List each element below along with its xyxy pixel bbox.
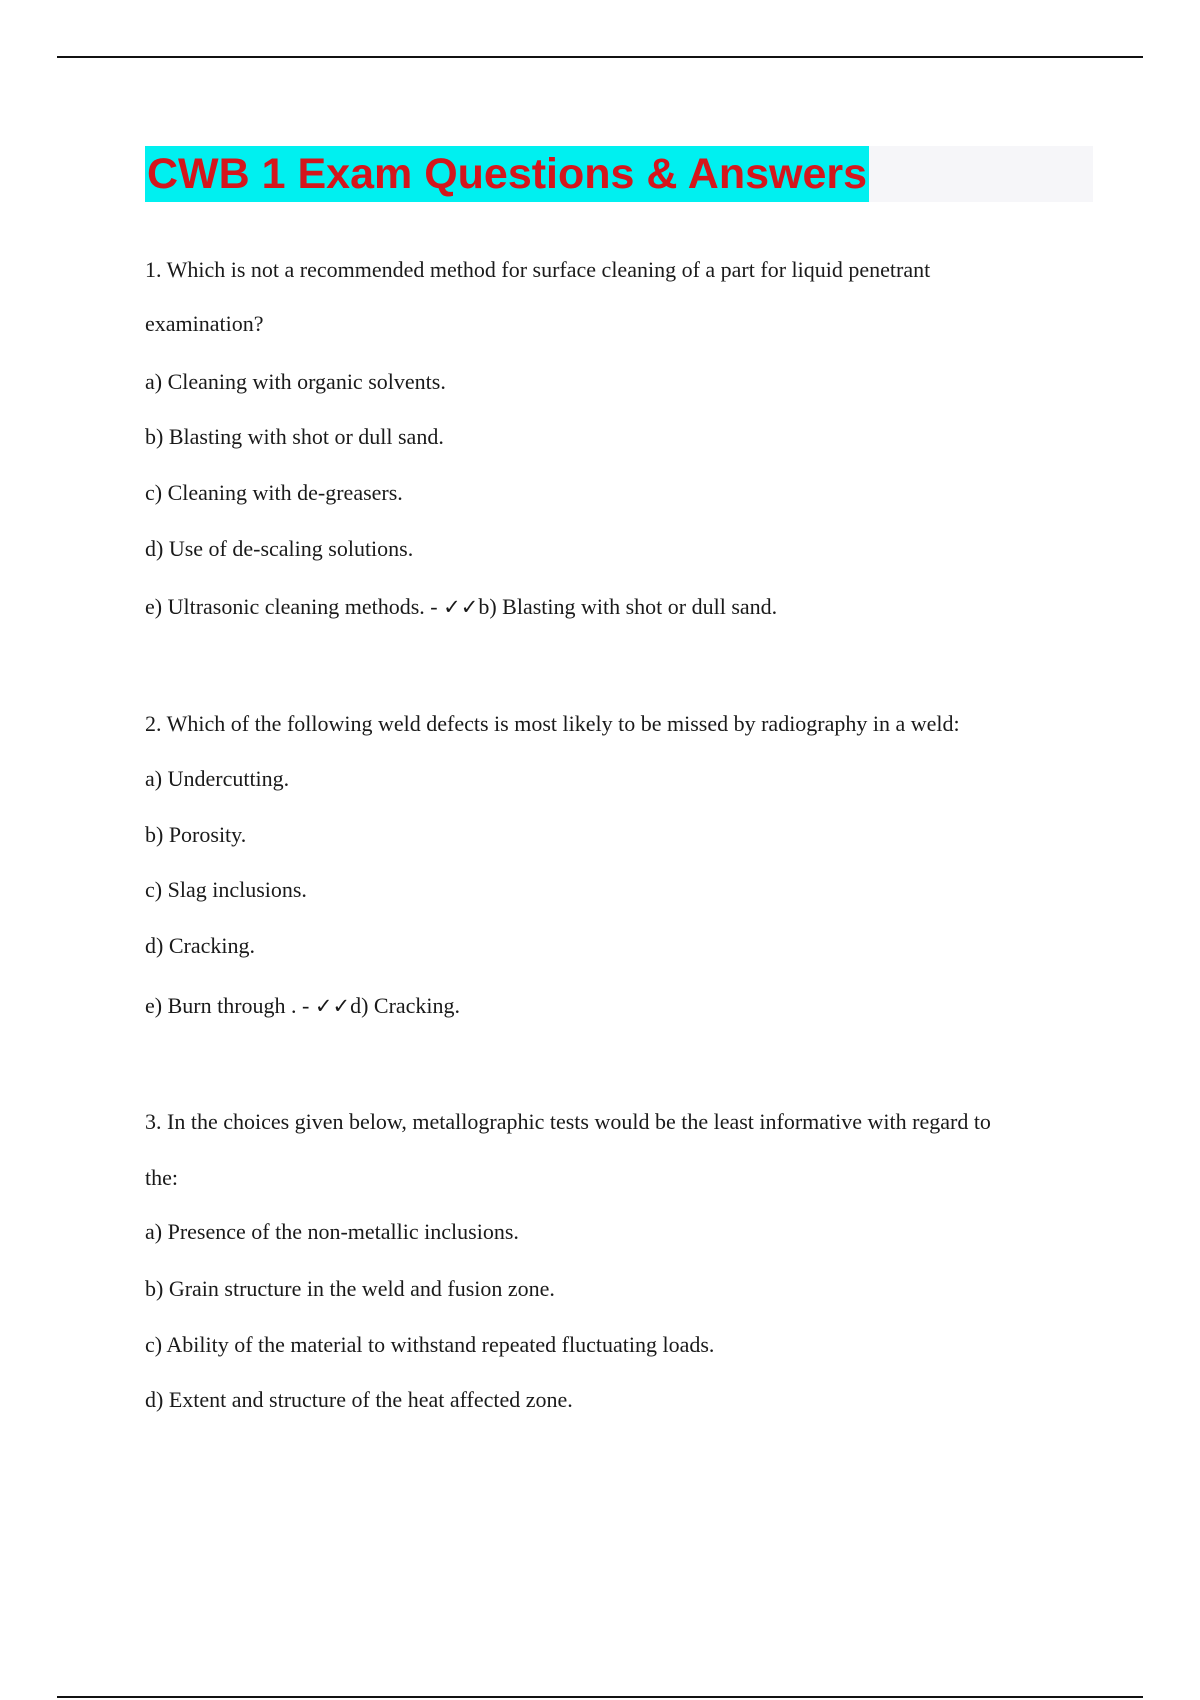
question-3-option-b: b) Grain structure in the weld and fusion zone. [145, 1276, 555, 1301]
question-3-option-d: d) Extent and structure of the heat affected zone. [145, 1387, 573, 1412]
question-1-option-d: d) Use of de-scaling solutions. [145, 536, 414, 561]
question-3-text-cont: the: [145, 1165, 178, 1190]
question-3-option-c: c) Ability of the material to withstand repeated fluctuating loads. [145, 1332, 715, 1357]
question-1-option-e: e) Ultrasonic cleaning methods. - [145, 594, 444, 619]
header-rule [57, 56, 1143, 58]
question-2-option-a: a) Undercutting. [145, 766, 290, 791]
question-1-text-cont: examination? [145, 311, 264, 336]
question-2-answer: d) Cracking. [350, 993, 461, 1018]
question-1-option-e-with-answer [145, 593, 777, 621]
question-2-option-c: c) Slag inclusions. [145, 877, 307, 902]
question-2-option-e: e) Burn through . - [145, 993, 315, 1018]
question-2-option-e-with-answer [145, 992, 460, 1020]
question-3-text: 3. In the choices given below, metallographic tests would be the least informative with regard to [145, 1109, 991, 1134]
question-2-option-d: d) Cracking. [145, 933, 255, 958]
question-1-text: 1. Which is not a recommended method for surface cleaning of a part for liquid penetrant [145, 257, 931, 282]
document-title: CWB 1 Exam Questions & Answers [145, 146, 869, 202]
question-3-option-a: a) Presence of the non-metallic inclusions. [145, 1219, 519, 1244]
question-1-option-c: c) Cleaning with de-greasers. [145, 480, 403, 505]
question-1-option-b: b) Blasting with shot or dull sand. [145, 424, 444, 449]
check-mark-icon: ✓✓ [443, 595, 479, 619]
check-mark-icon: ✓✓ [314, 994, 351, 1018]
question-2-text: 2. Which of the following weld defects is most likely to be missed by radiography in a weld: [145, 711, 960, 736]
question-1-option-a: a) Cleaning with organic solvents. [145, 369, 446, 394]
question-2-option-b: b) Porosity. [145, 822, 247, 847]
footer-rule [57, 1696, 1143, 1698]
question-1-answer: b) Blasting with shot or dull sand. [478, 594, 778, 619]
